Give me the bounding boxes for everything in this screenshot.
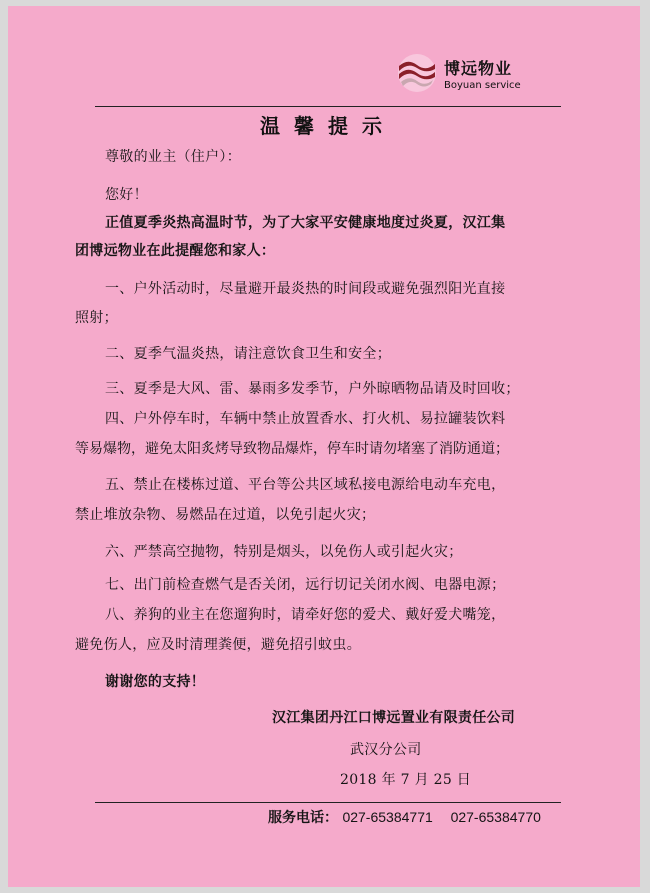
salutation: 尊敬的业主（住户）： — [105, 149, 241, 165]
branch-name: 武汉分公司 — [350, 742, 422, 758]
service-phone-2: 027-65384770 — [450, 809, 541, 825]
item-1-line-1: 一、户外活动时，尽量避开最炎热的时间段或避免强烈阳光直接 — [105, 281, 506, 297]
company-logo — [396, 52, 536, 96]
footer-rule — [95, 802, 561, 803]
greeting: 您好！ — [105, 187, 148, 203]
item-1-line-2: 照射； — [75, 310, 118, 326]
header-rule — [95, 106, 561, 107]
item-4-line-1: 四、户外停车时，车辆中禁止放置香水、打火机、易拉罐装饮料 — [105, 411, 506, 427]
item-3: 三、夏季是大风、雷、暴雨多发季节，户外晾晒物品请及时回收； — [105, 381, 520, 397]
item-6: 六、严禁高空抛物，特别是烟头，以免伤人或引起火灾； — [105, 544, 463, 560]
page-title: 温馨提示 — [260, 114, 396, 138]
item-8-line-2: 避免伤人，应及时清理粪便，避免招引蚊虫。 — [75, 637, 361, 653]
item-5-line-1: 五、禁止在楼栋过道、平台等公共区域私接电源给电动车充电， — [105, 477, 506, 493]
notice-date: 2018 年 7 月 25 日 — [340, 772, 472, 788]
item-4-line-2: 等易爆物，避免太阳炙烤导致物品爆炸，停车时请勿堵塞了消防通道； — [75, 441, 509, 457]
intro-line-2: 团博远物业在此提醒您和家人： — [75, 243, 276, 259]
item-2: 二、夏季气温炎热，请注意饮食卫生和安全； — [105, 346, 391, 362]
service-phone-1: 027-65384771 — [342, 809, 433, 825]
logo-name: 博远物业 — [444, 59, 513, 78]
company-name: 汉江集团丹江口博远置业有限责任公司 — [272, 710, 516, 726]
logo-name-en: Boyuan service — [444, 80, 521, 91]
notice-sheet — [8, 6, 640, 887]
service-phone-label: 服务电话： — [268, 810, 338, 826]
service-phone — [268, 807, 541, 827]
item-8-line-1: 八、养狗的业主在您遛狗时，请牵好您的爱犬、戴好爱犬嘴笼， — [105, 607, 506, 623]
thanks: 谢谢您的支持！ — [105, 674, 206, 690]
intro-line-1: 正值夏季炎热高温时节，为了大家平安健康地度过炎夏，汉江集 — [105, 215, 506, 231]
item-5-line-2: 禁止堆放杂物、易燃品在过道，以免引起火灾； — [75, 507, 376, 523]
wave-globe-icon — [396, 52, 438, 94]
item-7: 七、出门前检查燃气是否关闭，远行切记关闭水阀、电器电源； — [105, 577, 506, 593]
